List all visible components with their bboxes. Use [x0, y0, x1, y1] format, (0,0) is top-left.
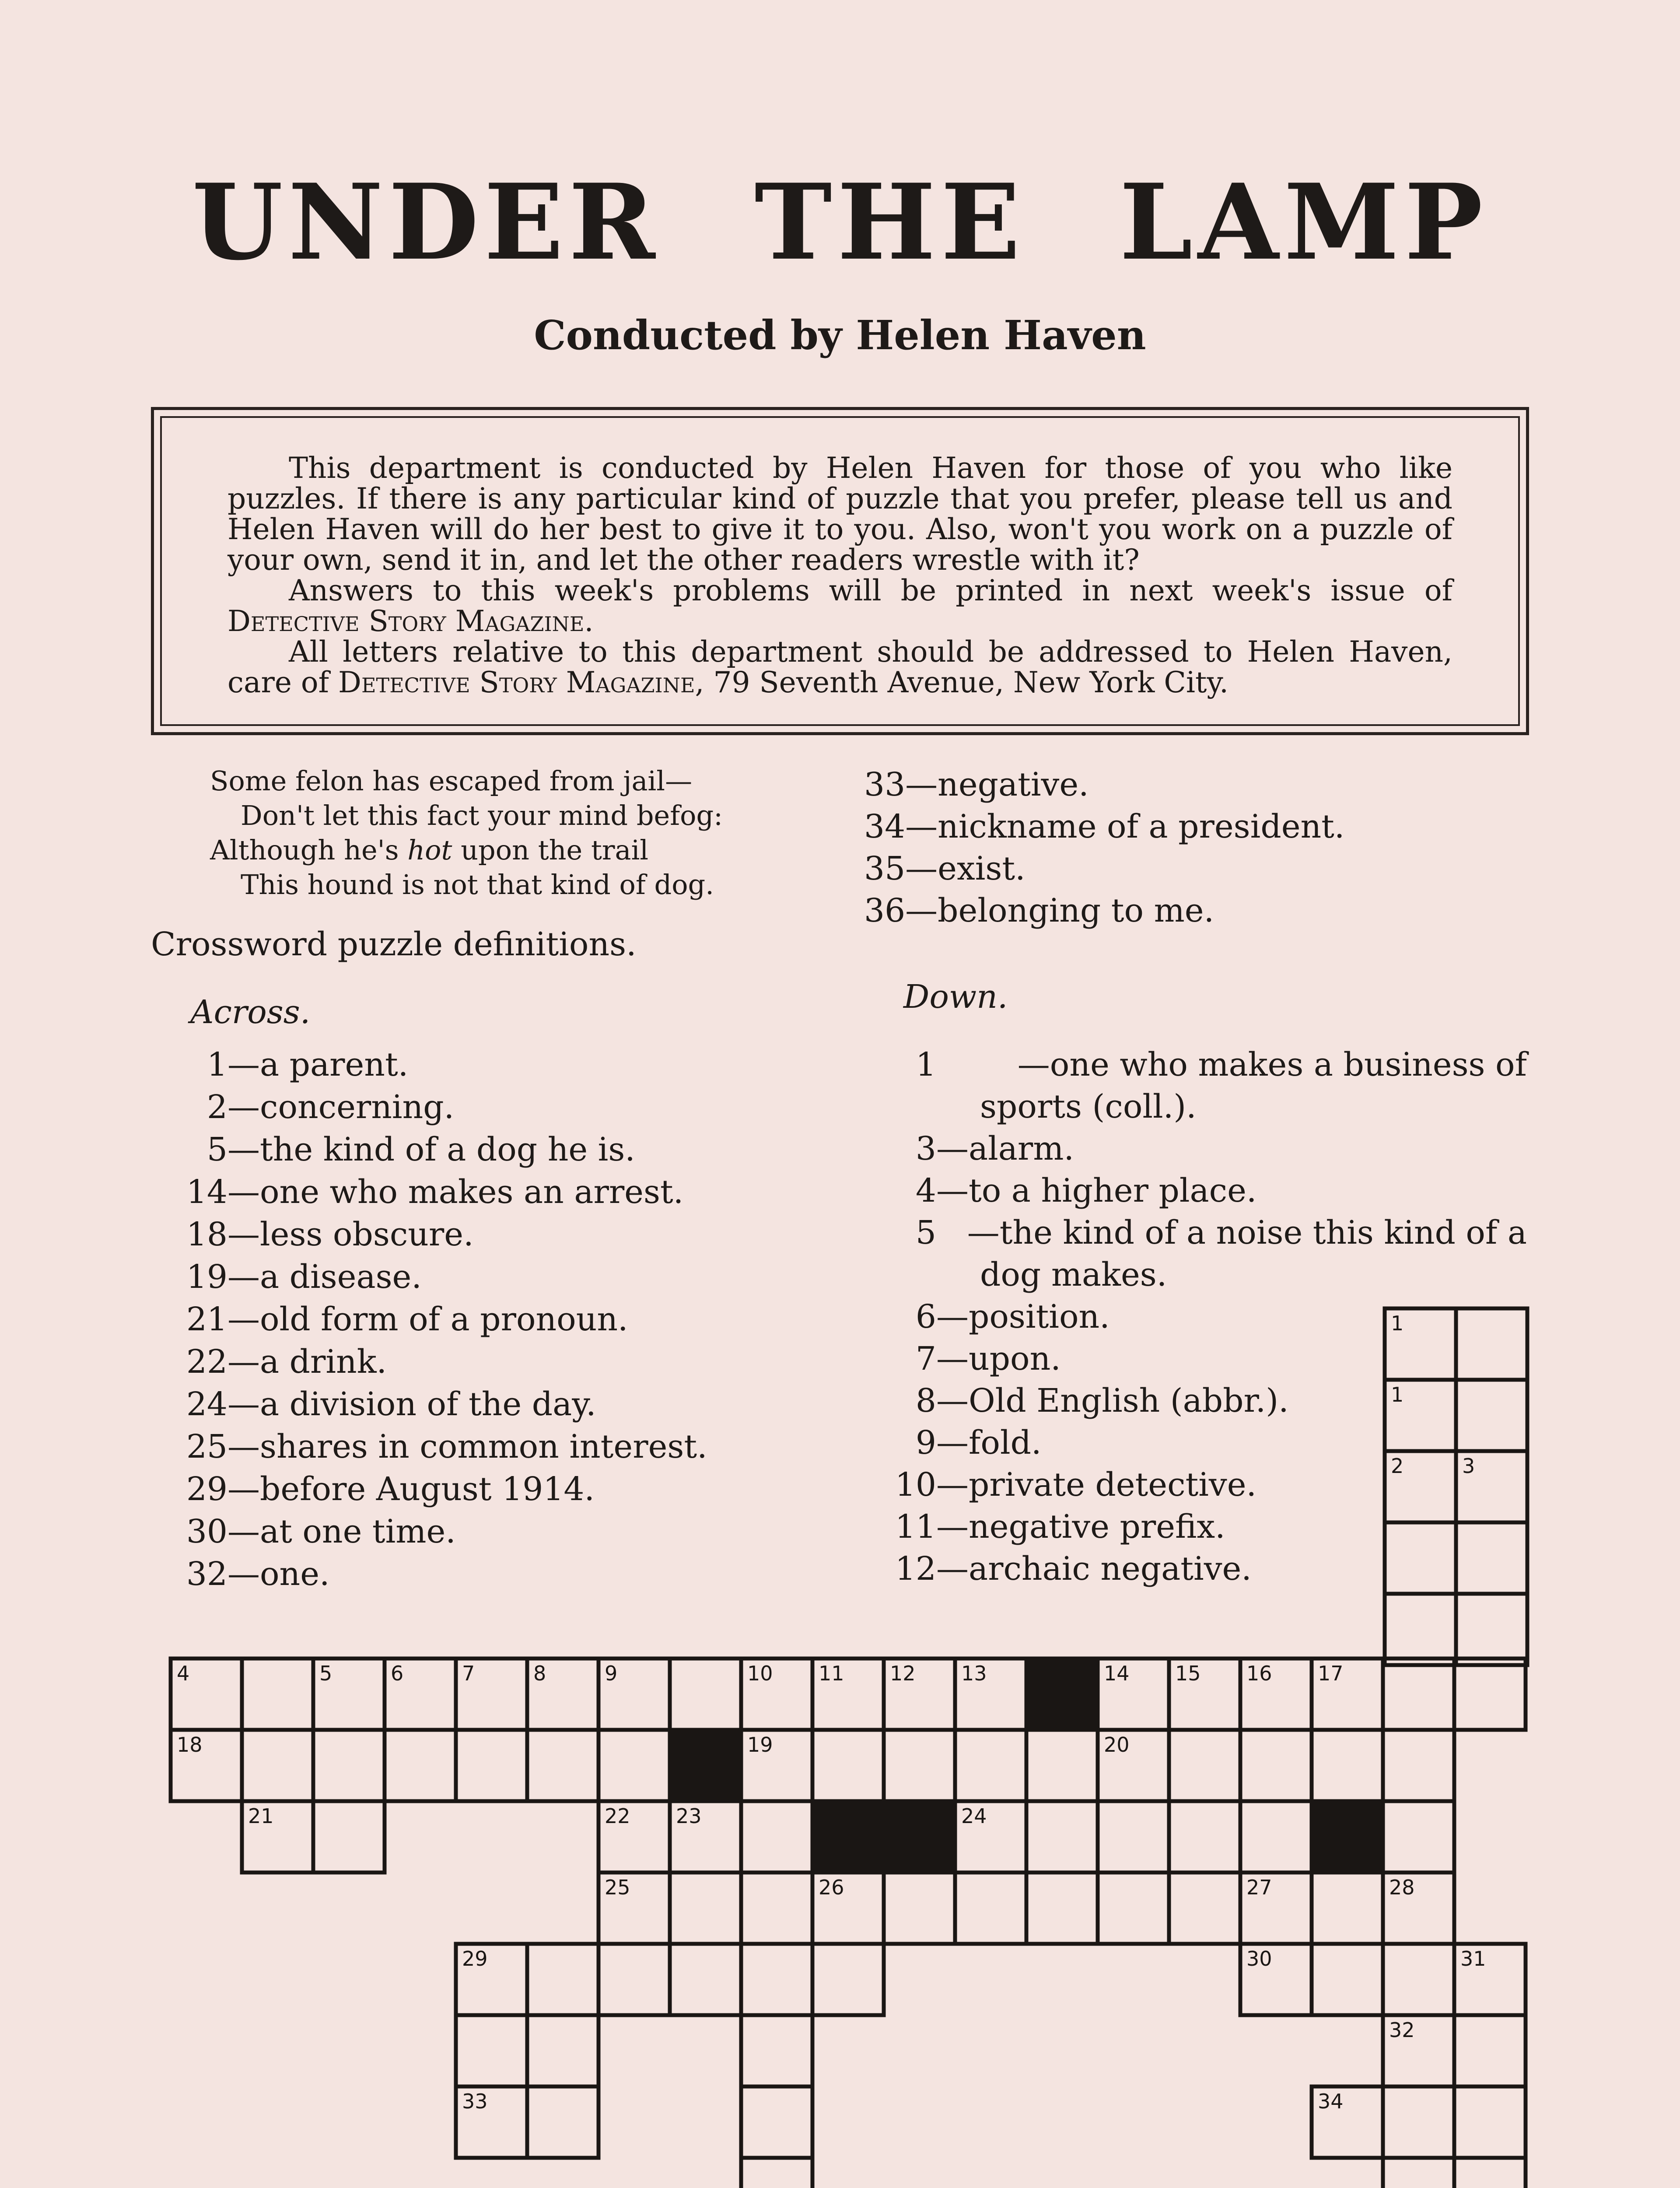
cell-number: 7 — [462, 1662, 475, 1685]
clue-text: —at one time. — [228, 1513, 456, 1550]
grid-cell — [527, 1730, 598, 1801]
cell-number: 22 — [605, 1804, 630, 1828]
clue-number: 32 — [186, 1555, 228, 1593]
clue-number: 33 — [864, 766, 906, 803]
clue-text: —negative. — [905, 766, 1089, 803]
clue-number: 18 — [186, 1216, 228, 1253]
grid-cell — [1312, 1872, 1383, 1944]
grid-cell — [1312, 1730, 1383, 1801]
magazine-name: Detective Story Magazine — [338, 666, 695, 699]
grid-cell — [741, 1801, 812, 1872]
poem-text: upon the trail — [452, 834, 649, 866]
cell-number: 1 — [1391, 1311, 1404, 1335]
grid-cell — [670, 1872, 741, 1944]
black-cell — [670, 1730, 741, 1801]
clue-text: —upon. — [936, 1340, 1061, 1378]
clue-text: —archaic negative. — [936, 1550, 1252, 1588]
intro-p3-text: All letters relative to this department should be addressed to Helen Haven, care of — [228, 635, 1452, 699]
clue-number: 19 — [186, 1258, 228, 1296]
clue-text: —one. — [228, 1555, 330, 1593]
cell-number: 29 — [462, 1947, 488, 1971]
clue-number: 6 — [915, 1298, 936, 1336]
clue-number: 30 — [186, 1513, 228, 1550]
grid-cell — [1456, 1594, 1527, 1665]
clue-number: 22 — [186, 1343, 228, 1381]
cell-number: 28 — [1389, 1876, 1415, 1899]
clue-text: —private detective. — [936, 1466, 1257, 1504]
grid-cell — [598, 1944, 670, 2015]
grid-cell — [1383, 1801, 1454, 1872]
grid-cell — [1385, 1522, 1456, 1594]
down-heading: Down. — [903, 978, 1008, 1016]
cell-number: 24 — [961, 1804, 987, 1828]
cell-number: 30 — [1246, 1947, 1272, 1971]
magazine-name: Detective Story Magazine — [228, 604, 584, 638]
clue-text: —Old English (abbr.). — [936, 1382, 1289, 1420]
cell-number: 4 — [177, 1662, 190, 1685]
clue-text: —a drink. — [228, 1343, 387, 1381]
grid-cell — [1456, 1380, 1527, 1451]
clue-text: —shares in common interest. — [228, 1428, 707, 1466]
clue-number: 12 — [895, 1550, 936, 1588]
clue-number: 8 — [915, 1382, 936, 1420]
clue-number: 1 — [915, 1046, 936, 1083]
cell-number: 25 — [605, 1876, 630, 1899]
grid-cell — [385, 1730, 456, 1801]
cell-number: 12 — [890, 1662, 916, 1685]
grid-cell — [1026, 1872, 1098, 1944]
grid-cell — [955, 1730, 1026, 1801]
clue-text: —a disease. — [228, 1258, 422, 1296]
cell-number: 20 — [1104, 1733, 1130, 1757]
grid-cell — [1240, 1801, 1312, 1872]
clue-number: 36 — [864, 892, 906, 929]
black-cell — [1026, 1659, 1098, 1730]
clue-number: 29 — [186, 1470, 228, 1508]
grid-cell — [1098, 1872, 1169, 1944]
cell-number: 3 — [1462, 1454, 1475, 1478]
clue-number: 2 — [206, 1088, 228, 1126]
cell-number: 21 — [248, 1804, 274, 1828]
cell-number: 9 — [605, 1662, 618, 1685]
cell-number: 19 — [747, 1733, 773, 1757]
cell-number: 8 — [533, 1662, 546, 1685]
cell-number: 16 — [1246, 1662, 1272, 1685]
clue-text: —before August 1914. — [228, 1470, 595, 1508]
grid-cell — [1454, 2015, 1526, 2086]
cell-number: 13 — [961, 1662, 987, 1685]
clue-number: 3 — [915, 1130, 936, 1168]
grid-cell — [1383, 1730, 1454, 1801]
clue-text: —a division of the day. — [228, 1385, 596, 1423]
clue-text: —one who makes an arrest. — [228, 1173, 684, 1211]
clue-text: —negative prefix. — [936, 1508, 1225, 1546]
poem-line: Some felon has escaped from jail— — [210, 765, 693, 797]
intro-p2-end: . — [584, 604, 594, 638]
cell-number: 32 — [1389, 2018, 1415, 2042]
grid-cell — [1240, 1730, 1312, 1801]
clue-text: —one who makes a business of — [1017, 1046, 1527, 1083]
clue-number: 10 — [895, 1466, 936, 1504]
grid-cell — [242, 1659, 313, 1730]
clue-text: —nickname of a president. — [905, 808, 1345, 845]
grid-cell — [741, 2015, 812, 2086]
intro-p3-end: , 79 Seventh Avenue, New York City. — [695, 666, 1228, 699]
cell-number: 11 — [819, 1662, 844, 1685]
clue-text: —alarm. — [936, 1130, 1074, 1168]
clue-number: 21 — [186, 1301, 228, 1338]
clue-text: —a parent. — [228, 1046, 409, 1083]
clue-number: 25 — [186, 1428, 228, 1466]
cell-number: 33 — [462, 2090, 488, 2113]
cell-number: 18 — [177, 1733, 203, 1757]
grid-cell — [884, 1730, 955, 1801]
clue-text: —the kind of a noise this kind of a — [967, 1214, 1527, 1252]
across-heading: Across. — [190, 993, 311, 1031]
crossword-label: Crossword puzzle definitions. — [151, 926, 637, 963]
cell-number: 2 — [1391, 1454, 1404, 1478]
cell-number: 14 — [1104, 1662, 1130, 1685]
cell-number: 6 — [391, 1662, 404, 1685]
grid-cell — [1169, 1801, 1240, 1872]
down-clue-continued: dog makes. — [980, 1256, 1167, 1294]
grid-cell — [1383, 2086, 1454, 2158]
grid-cell — [242, 1730, 313, 1801]
clue-text: —old form of a pronoun. — [228, 1301, 628, 1338]
clue-number: 9 — [915, 1424, 936, 1462]
grid-cell — [812, 1944, 884, 2015]
grid-cell — [1026, 1730, 1098, 1801]
intro-paragraph-1: This department is conducted by Helen Haven for those of you who like puzzles. If there is any particular kind of puzzle that you prefer, please tell us and Helen Haven will do her best to give it to you. Also, won't you work on a puzzle of your own, send it in, and let the other readers wrestle with it? — [228, 451, 1452, 577]
grid-cell — [1169, 1730, 1240, 1801]
black-cell — [1312, 1801, 1383, 1872]
grid-cell — [313, 1801, 385, 1872]
grid-cell — [1454, 2158, 1526, 2188]
grid-cell — [741, 1872, 812, 1944]
poem-line: This hound is not that kind of dog. — [241, 869, 714, 901]
clue-text: —fold. — [936, 1424, 1042, 1462]
clue-text: —belonging to me. — [905, 892, 1214, 929]
grid-cell — [812, 1730, 884, 1801]
grid-cell — [955, 1872, 1026, 1944]
grid-cell — [527, 2086, 598, 2158]
poem-line: Don't let this fact your mind befog: — [241, 799, 723, 831]
grid-cell — [1383, 1659, 1454, 1730]
grid-cell — [456, 1730, 527, 1801]
grid-cell — [1385, 1594, 1456, 1665]
grid-cell — [313, 1730, 385, 1801]
clue-number: 5 — [206, 1131, 228, 1168]
cell-number: 34 — [1318, 2090, 1344, 2113]
grid-cell — [1312, 1944, 1383, 2015]
intro-p2-text: Answers to this week's problems will be printed in next week's issue of — [289, 574, 1452, 607]
black-cell — [884, 1801, 955, 1872]
grid-cell — [741, 1944, 812, 2015]
poem-emphasis: hot — [407, 834, 452, 866]
clue-number: 5 — [915, 1214, 936, 1252]
clue-number: 7 — [915, 1340, 936, 1378]
clue-text: —exist. — [905, 850, 1026, 887]
grid-cell — [456, 2015, 527, 2086]
grid-cell — [1383, 2158, 1454, 2188]
grid-cell — [741, 2086, 812, 2158]
clue-number: 24 — [186, 1385, 228, 1423]
grid-cell — [884, 1872, 955, 1944]
grid-cell — [1454, 2086, 1526, 2158]
grid-cell — [1454, 1659, 1526, 1730]
black-cell — [812, 1801, 884, 1872]
clue-text: —position. — [936, 1298, 1110, 1336]
grid-cell — [670, 1944, 741, 2015]
grid-cell — [1098, 1801, 1169, 1872]
grid-cell — [598, 1730, 670, 1801]
clue-number: 4 — [915, 1172, 936, 1210]
grid-cell — [527, 1944, 598, 2015]
cell-number: 31 — [1460, 1947, 1486, 1971]
clue-text: —to a higher place. — [936, 1172, 1257, 1210]
clue-number: 1 — [206, 1046, 228, 1083]
clue-number: 14 — [186, 1173, 228, 1211]
cell-number: 10 — [747, 1662, 773, 1685]
cell-number: 26 — [819, 1876, 844, 1899]
cell-number: 15 — [1175, 1662, 1201, 1685]
clue-text: —less obscure. — [228, 1216, 474, 1253]
cell-number: 17 — [1318, 1662, 1344, 1685]
poem-text: Although he's — [210, 834, 408, 866]
cell-number: 1 — [1391, 1383, 1404, 1406]
cell-number: 5 — [319, 1662, 332, 1685]
cell-number: 27 — [1246, 1876, 1272, 1899]
grid-cell — [1456, 1308, 1527, 1380]
grid-cell — [1026, 1801, 1098, 1872]
page-subtitle: Conducted by Helen Haven — [534, 312, 1146, 359]
page-title: UNDER THE LAMP — [192, 161, 1488, 284]
clue-number: 11 — [895, 1508, 936, 1546]
down-clue-continued: sports (coll.). — [980, 1088, 1197, 1126]
grid-cell — [1456, 1522, 1527, 1594]
grid-cell — [1169, 1872, 1240, 1944]
grid-cell — [741, 2158, 812, 2188]
clue-text: —concerning. — [228, 1088, 455, 1126]
clue-number: 35 — [864, 850, 906, 887]
grid-cell — [670, 1659, 741, 1730]
clue-number: 34 — [864, 808, 906, 845]
cell-number: 23 — [676, 1804, 702, 1828]
grid-cell — [527, 2015, 598, 2086]
clue-text: —the kind of a dog he is. — [228, 1131, 635, 1168]
grid-cell — [1383, 1944, 1454, 2015]
